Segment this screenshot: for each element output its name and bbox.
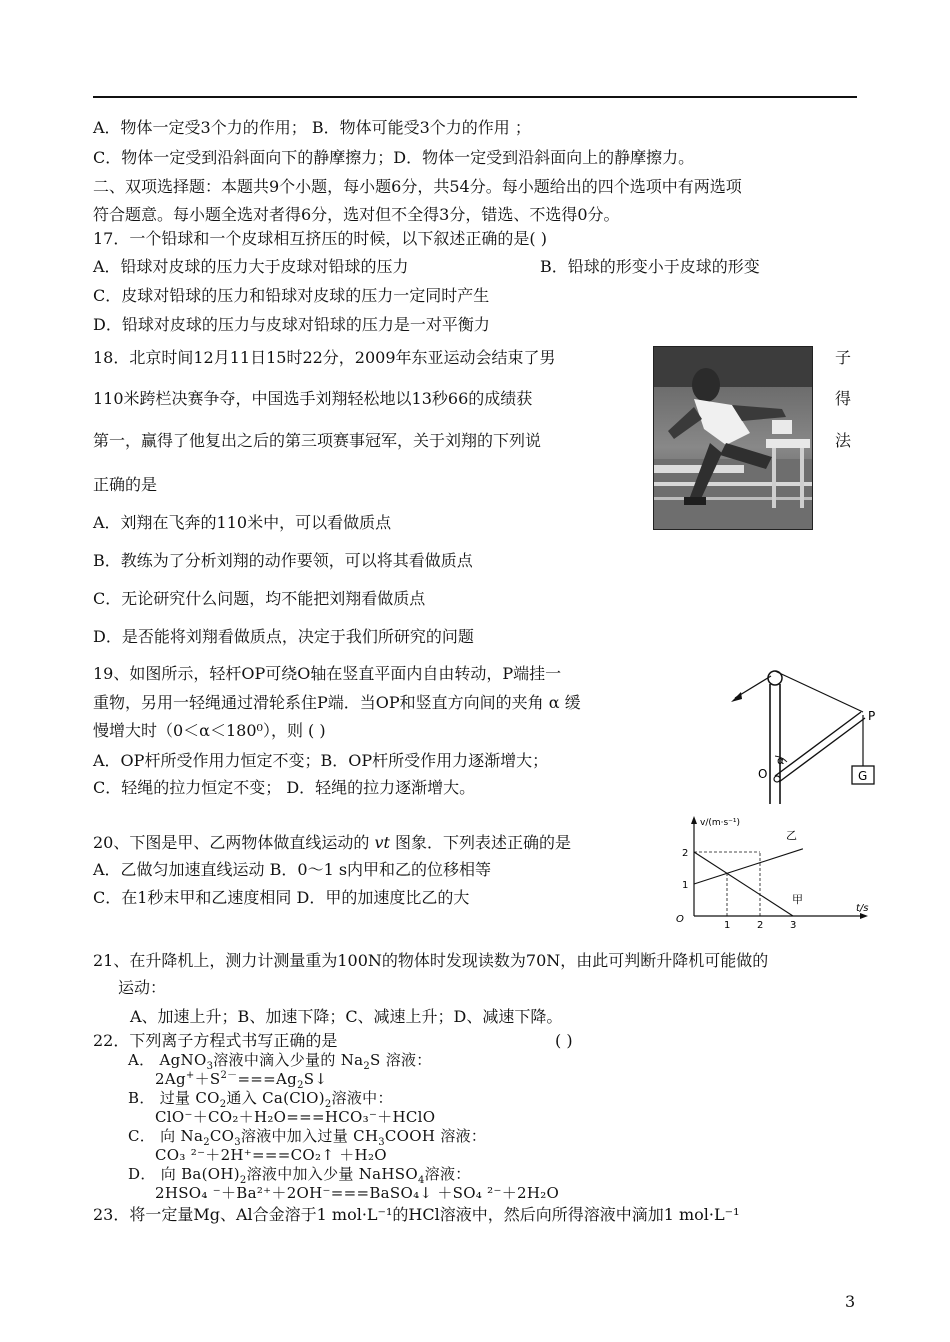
q22-a-eq4: S↓ xyxy=(303,1070,328,1088)
section2-line1: 二、双项选择题：本题共9个小题，每小题6分，共54分。每小题给出的四个选项中有两选项 xyxy=(93,177,742,196)
q20-stem-a: 20、下图是甲、乙两物体做直线运动的 xyxy=(93,833,375,852)
q22-d-text1: D． 向 Ba(OH) xyxy=(128,1165,240,1183)
q18-option-c: C．无论研究什么问题，均不能把刘翔看做质点 xyxy=(93,589,426,608)
series-line-yi xyxy=(694,849,803,884)
q17-option-a: A．铅球对皮球的压力大于皮球对铅球的压力 xyxy=(93,257,409,276)
q16-options-ab: A．物体一定受3个力的作用； B．物体可能受3个力的作用 ； xyxy=(93,118,531,137)
q22-b-text3: 溶液中： xyxy=(331,1089,393,1107)
q21-line1: 21、在升降机上，测力计测量重为100N的物体时发现读数为70N，由此可判断升降机可能做的 xyxy=(93,951,769,970)
q18-line1-end: 子 xyxy=(835,348,852,367)
q22-a-eq1: 2Ag xyxy=(155,1070,186,1088)
x-tick-label: 2 xyxy=(757,920,764,931)
fig-label-alpha: α xyxy=(777,754,785,767)
q22-a-text3: S 溶液： xyxy=(370,1051,432,1069)
q22-d-sub2: 4 xyxy=(418,1175,425,1186)
q22-a-sup1: + xyxy=(185,1070,195,1081)
q22-b-text2: 通入 Ca(ClO) xyxy=(226,1089,325,1107)
q20-stem-vt: vt xyxy=(374,833,390,852)
q21-line2: 运动： xyxy=(118,978,167,997)
fig-label-g: G xyxy=(858,769,868,783)
q22-option-c-equation: CO₃ ²⁻＋2H⁺===CO₂↑ ＋H₂O xyxy=(155,1146,387,1164)
q22-b-text1: B． 过量 CO xyxy=(128,1089,220,1107)
section2-line2: 符合题意。每小题全选对者得6分，选对但不全得3分，错选、不选得0分。 xyxy=(93,205,620,224)
q18-line2: 110米跨栏决赛争夺，中国选手刘翔轻松地以13秒66的成绩获 xyxy=(93,389,533,408)
q20-stem xyxy=(93,832,571,854)
q22-c-text4: COOH 溶液： xyxy=(384,1127,487,1145)
q22-d-text2: 溶液中加入少量 NaHSO xyxy=(246,1165,418,1183)
q22-a-text1: A． AgNO xyxy=(128,1051,207,1069)
page-number: 3 xyxy=(845,1292,856,1311)
q22-d-sub1: 2 xyxy=(239,1175,247,1186)
vt-chart xyxy=(668,810,878,932)
q22-b-sub2: 2 xyxy=(324,1099,332,1110)
q19-options-ab: A．OP杆所受作用力恒定不变；B．OP杆所受作用力逐渐增大； xyxy=(93,751,549,770)
q22-a-eq2: ＋S xyxy=(194,1070,221,1088)
q19-line1: 19、如图所示，轻杆OP可绕O轴在竖直平面内自由转动，P端挂一 xyxy=(93,664,562,683)
fig-label-o: O xyxy=(758,767,768,781)
q18-line2-end: 得 xyxy=(835,389,852,408)
q22-a-sub2: 2 xyxy=(363,1061,371,1072)
x-tick-label: 3 xyxy=(790,920,797,931)
q22-stem: 22．下列离子方程式书写正确的是 xyxy=(93,1031,338,1050)
q17-stem: 17．一个铅球和一个皮球相互挤压的时候，以下叙述正确的是( ) xyxy=(93,229,547,248)
q19-line3: 慢增大时（0＜α＜180⁰），则 ( ) xyxy=(93,721,326,740)
origin-label: O xyxy=(676,914,684,925)
q19-line2: 重物，另用一轻绳通过滑轮系住P端．当OP和竖直方向间的夹角 α 缓 xyxy=(93,693,581,712)
lever-pulley-figure xyxy=(725,668,885,804)
q22-a-sup2: 2－ xyxy=(220,1070,238,1081)
q22-c-text1: C． 向 Na xyxy=(128,1127,204,1145)
q20-options-ab: A．乙做匀加速直线运动 B．0～1 s内甲和乙的位移相等 xyxy=(93,860,492,879)
q18-line4: 正确的是 xyxy=(93,475,158,494)
y-tick-label: 2 xyxy=(682,848,689,859)
x-axis-label: t/s xyxy=(856,903,869,914)
q18-line3: 第一，赢得了他复出之后的第三项赛事冠军，关于刘翔的下列说 xyxy=(93,431,542,450)
x-tick-label: 1 xyxy=(724,920,731,931)
q23-line1: 23．将一定量Mg、Al合金溶于1 mol·L⁻¹的HCl溶液中，然后向所得溶液中滴加1 mol·L⁻¹ xyxy=(93,1205,740,1224)
q16-options-cd: C．物体一定受到沿斜面向下的静摩擦力；D．物体一定受到沿斜面向上的静摩擦力。 xyxy=(93,148,695,167)
q22-a-sub3: 2 xyxy=(297,1080,304,1091)
series-label-jia: 甲 xyxy=(792,893,803,906)
header-rule xyxy=(93,96,857,98)
hurdler-photo xyxy=(653,346,813,530)
y-tick-label: 1 xyxy=(682,880,689,891)
q22-c-sub1: 2 xyxy=(203,1137,210,1148)
series-line-jia xyxy=(694,852,793,916)
q19-options-cd: C．轻绳的拉力恒定不变； D．轻绳的拉力逐渐增大。 xyxy=(93,778,476,797)
q17-option-b: B．铅球的形变小于皮球的形变 xyxy=(540,257,760,276)
q18-line3-end: 法 xyxy=(835,431,852,450)
q22-c-sub3: 3 xyxy=(378,1137,385,1148)
q18-option-d: D．是否能将刘翔看做质点，决定于我们所研究的问题 xyxy=(93,627,474,646)
q18-option-a: A．刘翔在飞奔的110米中，可以看做质点 xyxy=(93,513,392,532)
q17-option-d: D．铅球对皮球的压力与皮球对铅球的压力是一对平衡力 xyxy=(93,315,490,334)
q22-d-text3: 溶液： xyxy=(424,1165,471,1183)
q22-paren: ( ) xyxy=(555,1031,573,1050)
series-label-yi: 乙 xyxy=(786,829,797,842)
q18-line1: 18．北京时间12月11日15时22分，2009年东亚运动会结束了男 xyxy=(93,348,556,367)
q22-a-sub1: 3 xyxy=(206,1061,214,1072)
q22-a-eq3: ===Ag xyxy=(237,1070,298,1088)
q22-a-text2: 溶液中滴入少量的 Na xyxy=(213,1051,364,1069)
q22-c-text2: CO xyxy=(209,1127,235,1145)
y-axis-label: v/(m·s⁻¹) xyxy=(700,818,741,828)
q17-option-c: C．皮球对铅球的压力和铅球对皮球的压力一定同时产生 xyxy=(93,286,490,305)
q22-c-sub2: 3 xyxy=(234,1137,241,1148)
q20-options-cd: C．在1秒末甲和乙速度相同 D．甲的加速度比乙的大 xyxy=(93,888,470,907)
q22-option-d-equation: 2HSO₄ ⁻＋Ba²⁺＋2OH⁻===BaSO₄↓ ＋SO₄ ²⁻＋2H₂O xyxy=(155,1184,560,1202)
q22-b-sub1: 2 xyxy=(219,1099,227,1110)
q22-option-b-equation: ClO⁻＋CO₂＋H₂O===HCO₃⁻＋HClO xyxy=(155,1108,436,1126)
fig-label-p: P xyxy=(868,709,876,723)
q21-line3: A、加速上升；B、加速下降；C、减速上升；D、减速下降。 xyxy=(130,1007,563,1026)
q22-c-text3: 溶液中加入过量 CH xyxy=(240,1127,379,1145)
q20-stem-b: 图象．下列表述正确的是 xyxy=(389,833,572,852)
q18-option-b: B．教练为了分析刘翔的动作要领，可以将其看做质点 xyxy=(93,551,473,570)
